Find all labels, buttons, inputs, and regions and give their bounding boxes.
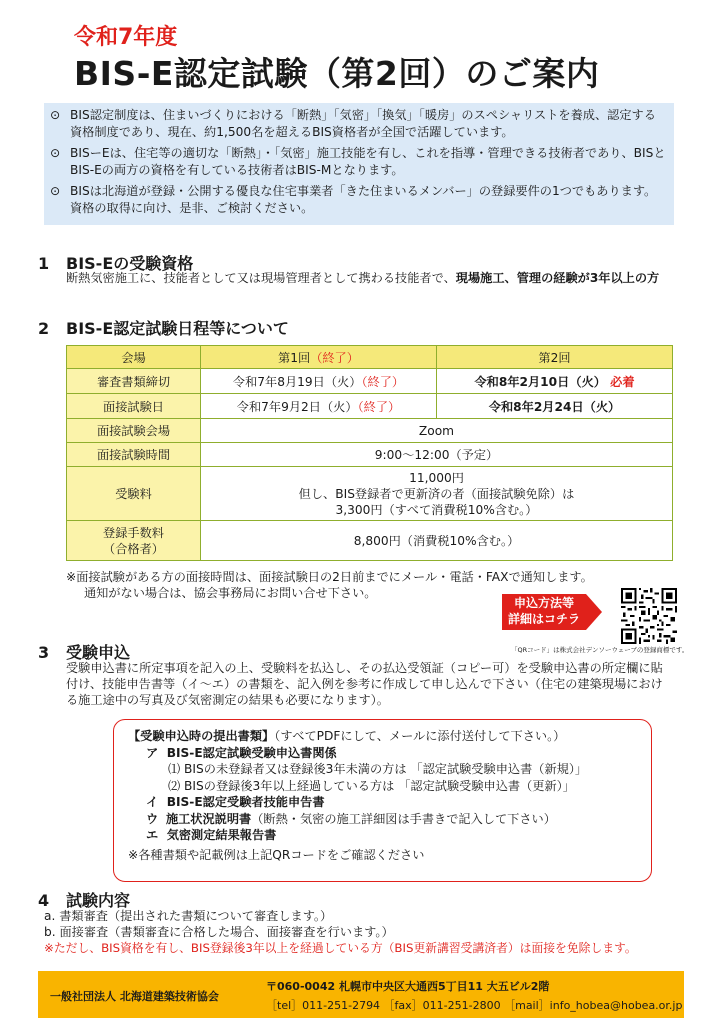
- button-line: 詳細はコチラ: [508, 612, 581, 626]
- intro-item: [50, 107, 668, 141]
- date-text: 令和7年9月2日（火）: [236, 399, 358, 414]
- status-badge: （終了）: [357, 399, 401, 414]
- bullet-icon: ⊙: [50, 184, 61, 198]
- item-label: ア: [146, 745, 159, 760]
- list-item: ⑵ BISの登録後3年以上経過している方は 「認定試験受験申込書（更新）」: [168, 778, 575, 793]
- section-number: 3: [38, 643, 50, 662]
- section-number: 4: [38, 891, 50, 910]
- item-text: BIS-E認定試験受験申込書関係: [166, 745, 337, 760]
- section-2-heading: [38, 316, 289, 339]
- section-4-body: [44, 908, 694, 956]
- docs-footnote: ※各種書類や記載例は上記QRコードをご確認ください: [128, 847, 425, 862]
- status-badge: （終了）: [310, 350, 359, 365]
- table-row: [67, 346, 673, 369]
- section-3-body: 受験申込書に所定事項を記入の上、受験料を払込し、その払込受領証（コピー可）を受験申込書の所定欄に貼付け、技能申告書等（イ～エ）の書類を、記入例を参考に作成して申し込んで下さい（住宅の建築現場における施工途中の写真及び気密測定の結果も必要になります）。: [66, 661, 663, 707]
- table-cell: 受験料: [67, 467, 201, 521]
- reg-fee-sublabel: （合格者）: [103, 541, 164, 556]
- status-badge: （終了）: [361, 374, 405, 389]
- intro-text-1: BIS認定制度は、住まいづくりにおける「断熱」「気密」「換気」「暖房」のスペシャリストを養成、認定する資格制度であり、現在、約1,500名を超えるBIS資格者が全国で活躍しています。: [70, 108, 656, 139]
- bullet-icon: ⊙: [50, 108, 61, 122]
- table-cell: 令和8年2月24日（火）: [437, 394, 673, 419]
- arrow-right-icon: [586, 594, 602, 630]
- reg-fee-label: 登録手数料: [103, 525, 164, 540]
- button-line: 申込方法等: [513, 596, 574, 610]
- fee-line: 但し、BIS登録者で更新済の者（面接試験免除）は: [298, 486, 575, 501]
- item-text: 施工状況説明書: [165, 811, 252, 826]
- intro-box: [44, 103, 674, 225]
- list-item: [128, 827, 651, 844]
- table-cell: [201, 394, 437, 419]
- section-title: BIS-Eの受験資格: [66, 254, 194, 273]
- table-cell: 面接試験日: [67, 394, 201, 419]
- intro-item: [50, 145, 668, 179]
- item-label: イ: [146, 795, 159, 809]
- exemption-note: ※ただし、BIS資格を有し、BIS登録後3年以上を経過している方（BIS更新講習受講済者）は面接を免除します。: [44, 941, 637, 955]
- list-item: a. 書類審査（提出された書類について審査します。）: [44, 909, 333, 923]
- date-text: 令和7年8月19日（火）: [232, 374, 362, 389]
- table-cell: Zoom: [201, 419, 673, 443]
- list-item: [128, 794, 651, 811]
- button-label: [502, 594, 586, 630]
- section-1-emphasis: 現場施工、管理の経験が3年以上の方: [455, 271, 660, 285]
- table-cell: [67, 521, 201, 561]
- intro-text-2: BISーEは、住宅等の適切な「断熱」・「気密」施工技能を有し、これを指導・管理できる技術者であり、BISとBIS-Eの両方の資格を有している技術者はBIS-Mとなります。: [70, 146, 666, 177]
- intro-text-3: BISは北海道が登録・公開する優良な住宅事業者「きた住まいるメンバー」の登録要件の1つでもあります。資格の取得に向け、是非、ご検討ください。: [70, 184, 657, 215]
- section-1-text: 断熱気密施工に、技能者として又は現場管理者として携わる技能者で、: [66, 271, 456, 285]
- list-item: b. 面接審査（書類審査に合格した場合、面接審査を行います。）: [44, 925, 394, 939]
- item-text: BIS-E認定受験者技能申告書: [166, 795, 325, 809]
- section-title: 受験申込: [66, 643, 131, 662]
- table-cell: [201, 346, 437, 369]
- date-text: 令和8年2月10日（火）: [474, 374, 606, 389]
- table-cell: [437, 369, 673, 394]
- required-documents-box: [113, 719, 652, 882]
- table-cell: 審査書類締切: [67, 369, 201, 394]
- docs-heading-title: 【受験申込時の提出書類】: [128, 729, 275, 743]
- list-item: [128, 811, 651, 828]
- qr-caption: 「QRコード」は株式会社デンソーウェーブの登録商標です。: [511, 646, 689, 654]
- table-cell: 面接試験時間: [67, 443, 201, 467]
- docs-heading: [128, 728, 651, 745]
- item-label: ウ: [146, 811, 159, 826]
- notice-line: ※面接試験がある方の面接時間は、面接試験日の2日前までにメール・電話・FAXで通知します。: [66, 570, 593, 584]
- table-cell: 面接試験会場: [67, 419, 201, 443]
- bullet-icon: ⊙: [50, 146, 61, 160]
- section-1-body: [66, 270, 674, 286]
- section-number: 1: [38, 254, 50, 273]
- table-cell: [201, 467, 673, 521]
- docs-heading-note: （すべてPDFにして、メールに添付送付して下さい。）: [274, 729, 566, 743]
- item-text: 気密測定結果報告書: [166, 828, 277, 842]
- section-title: BIS-E認定試験日程等について: [66, 319, 289, 338]
- list-item: ⑴ BISの未登録者又は登録後3年未満の方は 「認定試験受験申込書（新規）」: [168, 762, 588, 776]
- contact-info: ［tel］011-251-2794 ［fax］011-251-2800 ［mail］info_hobea@hobea.or.jp: [266, 999, 683, 1012]
- footer-bar: [38, 971, 684, 1018]
- deadline-note: 必着: [610, 374, 635, 389]
- address: 〒060-0042 札幌市中央区大通西5丁目11 大五ビル2階: [266, 980, 550, 993]
- table-cell: [201, 369, 437, 394]
- table-row: [67, 369, 673, 394]
- item-label: エ: [146, 828, 159, 842]
- table-row: [67, 521, 673, 561]
- application-details-button[interactable]: [502, 594, 610, 630]
- table-cell: 第2回: [437, 346, 673, 369]
- fee-line: 11,000円: [409, 470, 464, 485]
- schedule-table: [66, 345, 673, 561]
- table-row: [67, 419, 673, 443]
- table-cell: 会場: [67, 346, 201, 369]
- table-row: [67, 443, 673, 467]
- item-note: （断熱・気密の施工詳細図は手書きで記入して下さい）: [251, 811, 556, 826]
- intro-item: [50, 183, 668, 217]
- organization-name: 一般社団法人 北海道建築技術協会: [50, 990, 219, 1003]
- table-cell: 9:00～12:00（予定）: [201, 443, 673, 467]
- year-heading: 令和7年度: [74, 25, 178, 50]
- table-row: [67, 394, 673, 419]
- list-item: [128, 745, 651, 762]
- round-1-label: 第1回: [278, 350, 311, 365]
- notice-line: 通知がない場合は、協会事務局にお問い合せ下さい。: [84, 586, 377, 600]
- fee-line: 3,300円（すべて消費税10%含む。）: [335, 502, 538, 517]
- table-cell: 8,800円（消費税10%含む。）: [201, 521, 673, 561]
- table-row: [67, 467, 673, 521]
- section-title: 試験内容: [66, 891, 131, 910]
- page-title: BIS-E認定試験（第2回）のご案内: [74, 54, 600, 93]
- section-number: 2: [38, 319, 50, 338]
- qr-code-icon[interactable]: [621, 588, 677, 644]
